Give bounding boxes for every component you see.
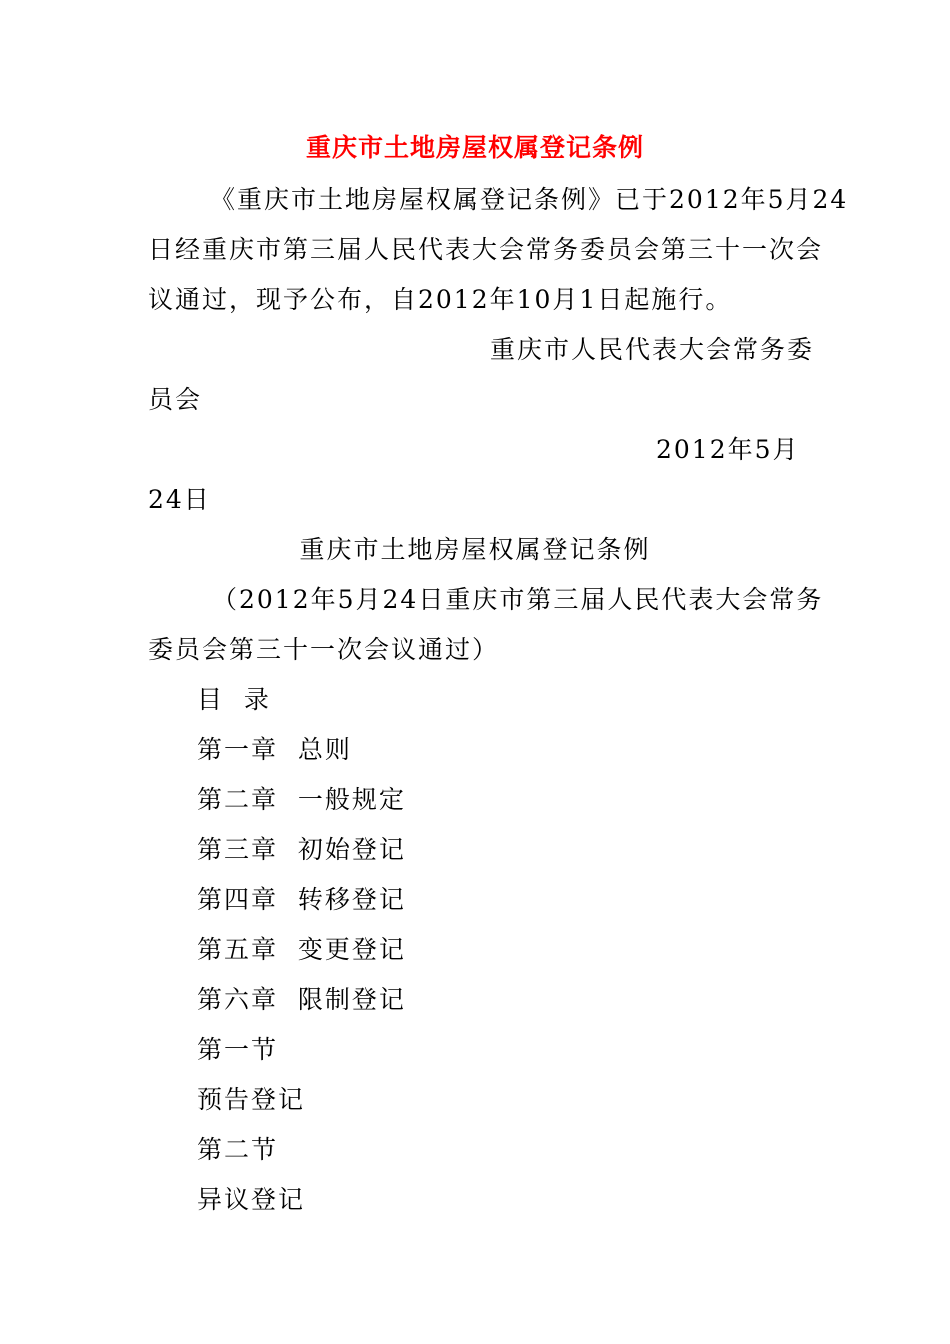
announcement-line-1: 《重庆市土地房屋权属登记条例》已于2012年5月24: [210, 185, 849, 214]
law-title: 重庆市土地房屋权属登记条例: [299, 535, 651, 564]
toc-item-chapter-4: 第四章 转移登记: [197, 885, 406, 914]
adoption-note-line-1: （2012年5月24日重庆市第三届人民代表大会常务: [212, 585, 824, 614]
toc-item-chapter-6: 第六章 限制登记: [197, 985, 406, 1014]
toc-item-section-1: 第一节: [197, 1035, 279, 1064]
toc-heading: 目 录: [197, 685, 271, 714]
issue-date-line-1: 2012年5月: [656, 435, 800, 464]
issuer-line-2: 员会: [148, 385, 203, 414]
toc-item-chapter-5: 第五章 变更登记: [197, 935, 406, 964]
toc-item-section-2: 第二节: [197, 1135, 279, 1164]
issuer-line-1: 重庆市人民代表大会常务委: [490, 335, 815, 364]
announcement-line-3: 议通过，现予公布，自2012年10月1日起施行。: [148, 285, 733, 314]
toc-item-chapter-1: 第一章 总则: [197, 735, 352, 764]
toc-item-section-1-title: 预告登记: [197, 1085, 306, 1114]
toc-item-chapter-2: 第二章 一般规定: [197, 785, 406, 814]
toc-item-chapter-3: 第三章 初始登记: [197, 835, 406, 864]
issue-date-line-2: 24日: [148, 485, 211, 514]
adoption-note-line-2: 委员会第三十一次会议通过）: [148, 635, 500, 664]
document-title: 重庆市土地房屋权属登记条例: [305, 133, 644, 162]
toc-item-section-2-title: 异议登记: [197, 1185, 306, 1214]
announcement-line-2: 日经重庆市第三届人民代表大会常务委员会第三十一次会: [148, 235, 824, 264]
